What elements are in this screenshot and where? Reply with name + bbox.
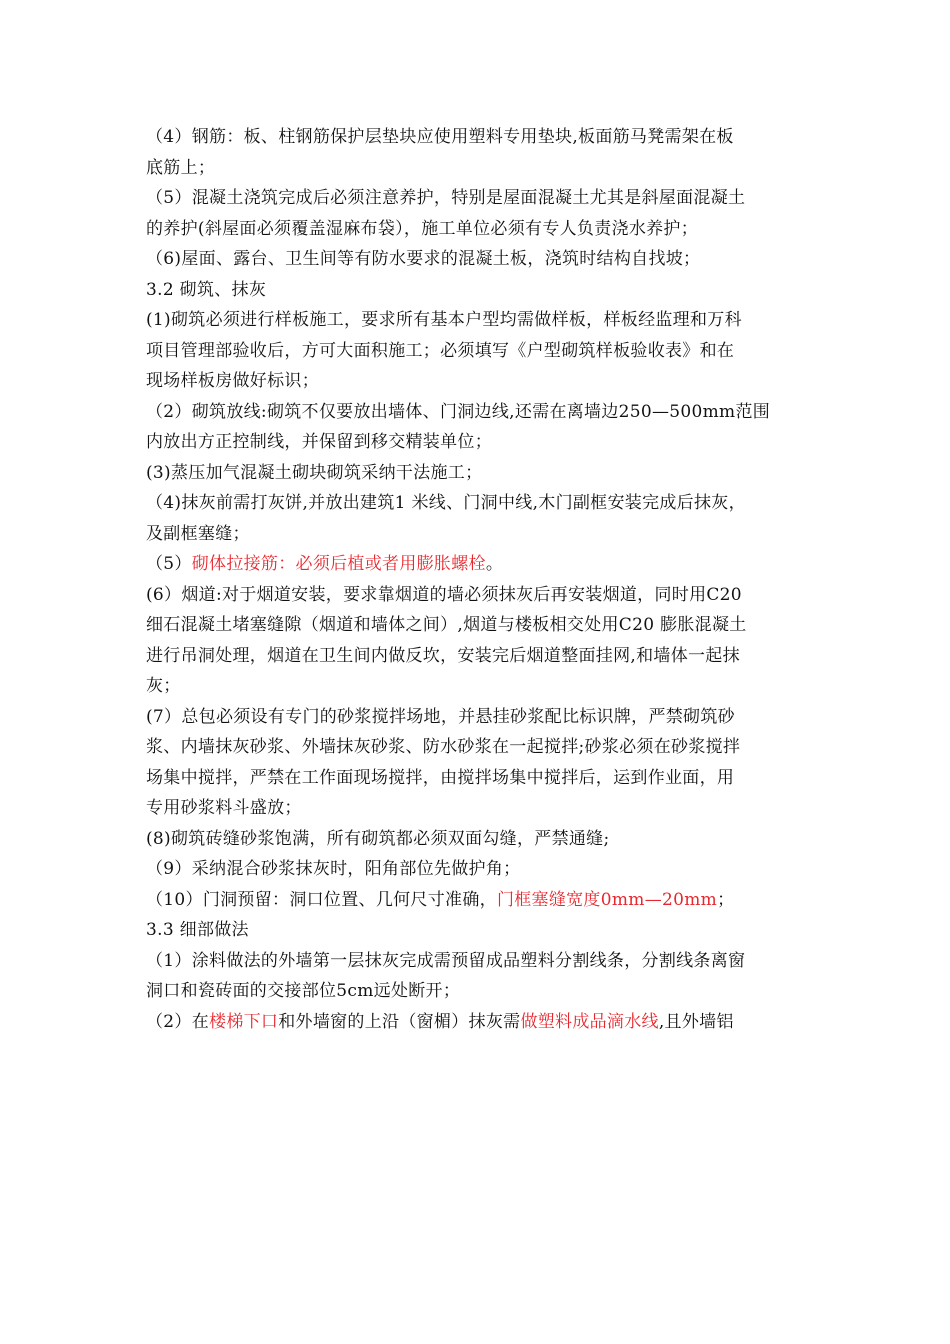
text-segment: （2）砌筑放线:砌筑不仅要放出墙体、门洞边线,还需在离墙边250—500mm范围 <box>146 401 771 422</box>
text-line <box>146 793 806 824</box>
text-segment: (3)蒸压加气混凝土砌块砌筑采纳干法施工； <box>146 462 483 483</box>
text-segment: 3.2 砌筑、抹灰 <box>146 279 267 300</box>
text-line <box>146 610 806 641</box>
text-line <box>146 702 806 733</box>
text-line <box>146 305 806 336</box>
text-line <box>146 366 806 397</box>
text-segment: (1)砌筑必须进行样板施工，要求所有基本户型均需做样板，样板经监理和万科 <box>146 310 742 330</box>
text-segment: （4）钢筋：板、柱钢筋保护层垫块应使用塑料专用垫块,板面筋马凳需架在板 <box>146 127 734 147</box>
highlighted-text: 门框塞缝宽度0mm—20mm <box>496 889 718 910</box>
text-segment: 3.3 细部做法 <box>146 920 249 940</box>
text-line <box>146 732 806 763</box>
text-segment: 浆、内墙抹灰砂浆、外墙抹灰砂浆、防水砂浆在一起搅拌;砂浆必须在砂浆搅拌 <box>146 737 741 757</box>
text-segment: （9）采纳混合砂浆抹灰时，阳角部位先做护角； <box>146 859 521 879</box>
text-segment: （2）在 <box>146 1011 210 1032</box>
text-line <box>146 397 806 428</box>
text-segment: (7）总包必须设有专门的砂浆搅拌场地，并悬挂砂浆配比标识牌，严禁砌筑砂 <box>146 706 735 727</box>
text-line <box>146 549 806 580</box>
text-line <box>146 244 806 275</box>
text-segment: ； <box>717 889 735 910</box>
text-line <box>146 976 806 1007</box>
text-segment: 和外墙窗的上沿（窗楣）抹灰需 <box>278 1011 521 1032</box>
text-line <box>146 1007 806 1038</box>
text-line <box>146 153 806 184</box>
text-segment: 灰； <box>146 676 181 696</box>
text-line <box>146 580 806 611</box>
text-segment: 洞口和瓷砖面的交接部位5cm远处断开； <box>146 981 461 1001</box>
text-segment: 进行吊洞处理，烟道在卫生间内做反坎，安装完后烟道整面挂网,和墙体一起抹 <box>146 645 740 666</box>
text-line <box>146 275 806 306</box>
text-line <box>146 458 806 489</box>
text-segment: （10）门洞预留：洞口位置、几何尺寸准确， <box>146 889 497 910</box>
text-line <box>146 427 806 458</box>
text-line <box>146 519 806 550</box>
highlighted-text: 砌体拉接筋：必须后植或者用膨胀螺栓 <box>191 554 486 574</box>
text-line <box>146 946 806 977</box>
text-segment: （5）混凝土浇筑完成后必须注意养护，特别是屋面混凝土尤其是斜屋面混凝土 <box>146 188 746 208</box>
text-line <box>146 336 806 367</box>
text-segment: 及副框塞缝； <box>146 523 250 544</box>
highlighted-text: 做塑料成品滴水线 <box>520 1011 659 1032</box>
text-line <box>146 824 806 855</box>
text-segment: 细石混凝土堵塞缝隙（烟道和墙体之间）,烟道与楼板相交处用C20 膨胀混凝土 <box>146 615 747 635</box>
text-segment: 。 <box>485 554 504 574</box>
text-segment: 内放出方正控制线，并保留到移交精装单位； <box>146 432 492 452</box>
text-segment: 的养护(斜屋面必须覆盖湿麻布袋），施工单位必须有专人负责浇水养护； <box>146 218 699 239</box>
text-line <box>146 763 806 794</box>
text-segment: （4)抹灰前需打灰饼,并放出建筑1 米线、门洞中线,木门副框安装完成后抹灰， <box>146 493 746 513</box>
text-segment: 场集中搅拌，严禁在工作面现场搅拌，由搅拌场集中搅拌后，运到作业面，用 <box>146 767 735 788</box>
text-segment: （6)屋面、露台、卫生间等有防水要求的混凝土板，浇筑时结构自找坡； <box>146 249 701 269</box>
text-line <box>146 915 806 946</box>
text-segment: 专用砂浆料斗盛放； <box>146 798 302 818</box>
text-line <box>146 488 806 519</box>
text-line <box>146 122 806 153</box>
text-segment: (8)砌筑砖缝砂浆饱满，所有砌筑都必须双面勾缝，严禁通缝; <box>146 828 610 849</box>
text-segment: （5） <box>146 554 192 574</box>
text-segment: 项目管理部验收后，方可大面积施工；必须填写《户型砌筑样板验收表》和在 <box>146 340 735 361</box>
text-segment: (6）烟道:对于烟道安装，要求靠烟道的墙必须抹灰后再安装烟道，同时用C20 <box>146 584 742 605</box>
text-segment: 底筋上； <box>146 157 216 178</box>
text-segment: 现场样板房做好标识； <box>146 371 319 391</box>
text-segment: ,且外墙铝 <box>658 1011 734 1032</box>
highlighted-text: 楼梯下口 <box>209 1011 279 1032</box>
text-line <box>146 214 806 245</box>
text-line <box>146 183 806 214</box>
document-body <box>146 122 806 1037</box>
text-line <box>146 885 806 916</box>
text-segment: （1）涂料做法的外墙第一层抹灰完成需预留成品塑料分割线条，分割线条离窗 <box>146 950 746 971</box>
text-line <box>146 854 806 885</box>
text-line <box>146 671 806 702</box>
text-line <box>146 641 806 672</box>
